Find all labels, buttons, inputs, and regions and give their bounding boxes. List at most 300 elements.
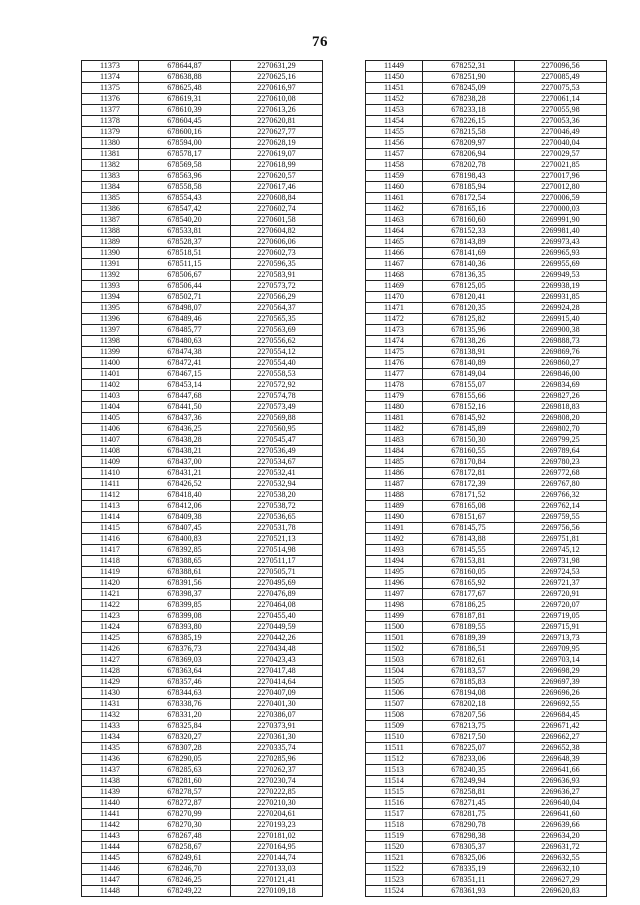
y-coordinate-cell: 2270423,43: [231, 655, 323, 666]
table-row: [82, 556, 323, 567]
x-coordinate-cell: 678578,17: [139, 149, 231, 160]
y-coordinate-cell: 2270181,02: [231, 831, 323, 842]
point-number-cell: 11466: [366, 248, 423, 259]
point-number-cell: 11522: [366, 864, 423, 875]
table-row: [366, 479, 607, 490]
table-row: [82, 424, 323, 435]
y-coordinate-cell: 2269720,91: [515, 589, 607, 600]
table-row: [82, 314, 323, 325]
table-row: [82, 655, 323, 666]
point-number-cell: 11402: [82, 380, 139, 391]
y-coordinate-cell: 2270572,92: [231, 380, 323, 391]
y-coordinate-cell: 2270560,95: [231, 424, 323, 435]
table-row: [366, 677, 607, 688]
table-row: [366, 160, 607, 171]
y-coordinate-cell: 2270055,98: [515, 105, 607, 116]
y-coordinate-cell: 2270210,30: [231, 798, 323, 809]
x-coordinate-cell: 678153,81: [423, 556, 515, 567]
x-coordinate-cell: 678453,14: [139, 380, 231, 391]
x-coordinate-cell: 678233,06: [423, 754, 515, 765]
x-coordinate-cell: 678225,07: [423, 743, 515, 754]
y-coordinate-cell: 2270514,98: [231, 545, 323, 556]
x-coordinate-cell: 678399,08: [139, 611, 231, 622]
y-coordinate-cell: 2270040,04: [515, 138, 607, 149]
point-number-cell: 11396: [82, 314, 139, 325]
point-number-cell: 11500: [366, 622, 423, 633]
point-number-cell: 11467: [366, 259, 423, 270]
table-row: [366, 655, 607, 666]
point-number-cell: 11446: [82, 864, 139, 875]
table-row: [366, 303, 607, 314]
y-coordinate-cell: 2269713,73: [515, 633, 607, 644]
x-coordinate-cell: 678398,37: [139, 589, 231, 600]
y-coordinate-cell: 2270534,67: [231, 457, 323, 468]
table-row: [366, 490, 607, 501]
table-row: [366, 578, 607, 589]
y-coordinate-cell: 2270464,08: [231, 600, 323, 611]
y-coordinate-cell: 2269731,98: [515, 556, 607, 567]
point-number-cell: 11478: [366, 380, 423, 391]
point-number-cell: 11436: [82, 754, 139, 765]
table-row: [366, 886, 607, 897]
table-row: [82, 633, 323, 644]
point-number-cell: 11409: [82, 457, 139, 468]
x-coordinate-cell: 678436,25: [139, 424, 231, 435]
y-coordinate-cell: 2269652,38: [515, 743, 607, 754]
y-coordinate-cell: 2269703,14: [515, 655, 607, 666]
table-row: [366, 864, 607, 875]
x-coordinate-cell: 678563,96: [139, 171, 231, 182]
x-coordinate-cell: 678258,81: [423, 787, 515, 798]
x-coordinate-cell: 678186,51: [423, 644, 515, 655]
x-coordinate-cell: 678151,67: [423, 512, 515, 523]
table-row: [82, 248, 323, 259]
y-coordinate-cell: 2270373,91: [231, 721, 323, 732]
y-coordinate-cell: 2269671,42: [515, 721, 607, 732]
x-coordinate-cell: 678554,43: [139, 193, 231, 204]
y-coordinate-cell: 2270386,07: [231, 710, 323, 721]
y-coordinate-cell: 2269662,27: [515, 732, 607, 743]
x-coordinate-cell: 678409,38: [139, 512, 231, 523]
point-number-cell: 11503: [366, 655, 423, 666]
x-coordinate-cell: 678344,63: [139, 688, 231, 699]
x-coordinate-cell: 678533,81: [139, 226, 231, 237]
x-coordinate-cell: 678498,07: [139, 303, 231, 314]
point-number-cell: 11444: [82, 842, 139, 853]
y-coordinate-cell: 2269766,32: [515, 490, 607, 501]
point-number-cell: 11448: [82, 886, 139, 897]
table-row: [82, 369, 323, 380]
x-coordinate-cell: 678361,93: [423, 886, 515, 897]
point-number-cell: 11508: [366, 710, 423, 721]
table-row: [366, 226, 607, 237]
table-row: [82, 501, 323, 512]
table-row: [82, 567, 323, 578]
x-coordinate-cell: 678182,61: [423, 655, 515, 666]
y-coordinate-cell: 2270631,29: [231, 61, 323, 72]
table-row: [366, 710, 607, 721]
y-coordinate-cell: 2269808,20: [515, 413, 607, 424]
y-coordinate-cell: 2270574,78: [231, 391, 323, 402]
table-row: [82, 72, 323, 83]
point-number-cell: 11509: [366, 721, 423, 732]
y-coordinate-cell: 2270618,99: [231, 160, 323, 171]
y-coordinate-cell: 2269636,93: [515, 776, 607, 787]
point-number-cell: 11440: [82, 798, 139, 809]
point-number-cell: 11445: [82, 853, 139, 864]
point-number-cell: 11397: [82, 325, 139, 336]
x-coordinate-cell: 678171,52: [423, 490, 515, 501]
table-row: [82, 699, 323, 710]
y-coordinate-cell: 2269900,38: [515, 325, 607, 336]
y-coordinate-cell: 2269915,40: [515, 314, 607, 325]
y-coordinate-cell: 2270121,41: [231, 875, 323, 886]
point-number-cell: 11462: [366, 204, 423, 215]
x-coordinate-cell: 678610,39: [139, 105, 231, 116]
point-number-cell: 11423: [82, 611, 139, 622]
x-coordinate-cell: 678198,43: [423, 171, 515, 182]
x-coordinate-cell: 678152,16: [423, 402, 515, 413]
y-coordinate-cell: 2269751,81: [515, 534, 607, 545]
table-row: [366, 875, 607, 886]
point-number-cell: 11399: [82, 347, 139, 358]
table-row: [366, 325, 607, 336]
x-coordinate-cell: 678290,78: [423, 820, 515, 831]
x-coordinate-cell: 678418,40: [139, 490, 231, 501]
x-coordinate-cell: 678307,28: [139, 743, 231, 754]
y-coordinate-cell: 2270573,49: [231, 402, 323, 413]
point-number-cell: 11493: [366, 545, 423, 556]
x-coordinate-cell: 678202,78: [423, 160, 515, 171]
table-row: [82, 787, 323, 798]
point-number-cell: 11454: [366, 116, 423, 127]
x-coordinate-cell: 678125,82: [423, 314, 515, 325]
y-coordinate-cell: 2269692,55: [515, 699, 607, 710]
table-row: [366, 413, 607, 424]
table-row: [82, 776, 323, 787]
table-row: [82, 644, 323, 655]
x-coordinate-cell: 678120,35: [423, 303, 515, 314]
y-coordinate-cell: 2270455,40: [231, 611, 323, 622]
y-coordinate-cell: 2269827,26: [515, 391, 607, 402]
x-coordinate-cell: 678357,46: [139, 677, 231, 688]
y-coordinate-cell: 2270442,26: [231, 633, 323, 644]
x-coordinate-cell: 678271,45: [423, 798, 515, 809]
table-row: [366, 622, 607, 633]
point-number-cell: 11490: [366, 512, 423, 523]
y-coordinate-cell: 2270627,77: [231, 127, 323, 138]
y-coordinate-cell: 2270613,26: [231, 105, 323, 116]
point-number-cell: 11412: [82, 490, 139, 501]
y-coordinate-cell: 2270532,41: [231, 468, 323, 479]
y-coordinate-cell: 2269745,12: [515, 545, 607, 556]
table-row: [82, 358, 323, 369]
table-row: [82, 468, 323, 479]
point-number-cell: 11495: [366, 567, 423, 578]
table-row: [366, 831, 607, 842]
x-coordinate-cell: 678258,67: [139, 842, 231, 853]
x-coordinate-cell: 678331,20: [139, 710, 231, 721]
y-coordinate-cell: 2270285,96: [231, 754, 323, 765]
point-number-cell: 11439: [82, 787, 139, 798]
x-coordinate-cell: 678281,60: [139, 776, 231, 787]
table-row: [366, 600, 607, 611]
x-coordinate-cell: 678185,94: [423, 182, 515, 193]
x-coordinate-cell: 678249,61: [139, 853, 231, 864]
y-coordinate-cell: 2270511,17: [231, 556, 323, 567]
table-row: [82, 578, 323, 589]
x-coordinate-cell: 678441,50: [139, 402, 231, 413]
x-coordinate-cell: 678233,18: [423, 105, 515, 116]
x-coordinate-cell: 678399,85: [139, 600, 231, 611]
table-row: [366, 424, 607, 435]
point-number-cell: 11524: [366, 886, 423, 897]
point-number-cell: 11403: [82, 391, 139, 402]
y-coordinate-cell: 2270536,65: [231, 512, 323, 523]
point-number-cell: 11485: [366, 457, 423, 468]
y-coordinate-cell: 2269799,25: [515, 435, 607, 446]
x-coordinate-cell: 678558,58: [139, 182, 231, 193]
y-coordinate-cell: 2269698,29: [515, 666, 607, 677]
table-row: [366, 204, 607, 215]
point-number-cell: 11482: [366, 424, 423, 435]
y-coordinate-cell: 2270476,89: [231, 589, 323, 600]
x-coordinate-cell: 678392,85: [139, 545, 231, 556]
table-row: [366, 545, 607, 556]
table-row: [82, 160, 323, 171]
table-row: [82, 270, 323, 281]
point-number-cell: 11464: [366, 226, 423, 237]
y-coordinate-cell: 2269991,90: [515, 215, 607, 226]
y-coordinate-cell: 2270628,19: [231, 138, 323, 149]
point-number-cell: 11384: [82, 182, 139, 193]
point-number-cell: 11431: [82, 699, 139, 710]
table-row: [366, 402, 607, 413]
table-row: [366, 644, 607, 655]
point-number-cell: 11477: [366, 369, 423, 380]
x-coordinate-cell: 678135,96: [423, 325, 515, 336]
point-number-cell: 11501: [366, 633, 423, 644]
table-row: [366, 754, 607, 765]
x-coordinate-cell: 678155,66: [423, 391, 515, 402]
y-coordinate-cell: 2269696,26: [515, 688, 607, 699]
table-row: [82, 127, 323, 138]
x-coordinate-cell: 678600,16: [139, 127, 231, 138]
point-number-cell: 11393: [82, 281, 139, 292]
x-coordinate-cell: 678165,92: [423, 578, 515, 589]
point-number-cell: 11377: [82, 105, 139, 116]
point-number-cell: 11494: [366, 556, 423, 567]
y-coordinate-cell: 2269684,45: [515, 710, 607, 721]
point-number-cell: 11457: [366, 149, 423, 160]
point-number-cell: 11390: [82, 248, 139, 259]
x-coordinate-cell: 678145,89: [423, 424, 515, 435]
point-number-cell: 11406: [82, 424, 139, 435]
y-coordinate-cell: 2269931,85: [515, 292, 607, 303]
table-row: [366, 215, 607, 226]
x-coordinate-cell: 678172,54: [423, 193, 515, 204]
point-number-cell: 11518: [366, 820, 423, 831]
y-coordinate-cell: 2270000,03: [515, 204, 607, 215]
y-coordinate-cell: 2270407,09: [231, 688, 323, 699]
point-number-cell: 11447: [82, 875, 139, 886]
x-coordinate-cell: 678246,70: [139, 864, 231, 875]
point-number-cell: 11427: [82, 655, 139, 666]
y-coordinate-cell: 2270573,72: [231, 281, 323, 292]
y-coordinate-cell: 2269641,60: [515, 809, 607, 820]
table-row: [82, 391, 323, 402]
table-row: [82, 732, 323, 743]
table-row: [366, 171, 607, 182]
y-coordinate-cell: 2270616,97: [231, 83, 323, 94]
point-number-cell: 11416: [82, 534, 139, 545]
y-coordinate-cell: 2270230,74: [231, 776, 323, 787]
point-number-cell: 11388: [82, 226, 139, 237]
y-coordinate-cell: 2269632,55: [515, 853, 607, 864]
y-coordinate-cell: 2269938,19: [515, 281, 607, 292]
table-row: [82, 809, 323, 820]
table-row: [366, 842, 607, 853]
point-number-cell: 11502: [366, 644, 423, 655]
x-coordinate-cell: 678385,19: [139, 633, 231, 644]
point-number-cell: 11510: [366, 732, 423, 743]
table-row: [82, 523, 323, 534]
y-coordinate-cell: 2269697,39: [515, 677, 607, 688]
x-coordinate-cell: 678290,05: [139, 754, 231, 765]
point-number-cell: 11433: [82, 721, 139, 732]
y-coordinate-cell: 2270545,47: [231, 435, 323, 446]
x-coordinate-cell: 678207,56: [423, 710, 515, 721]
y-coordinate-cell: 2269780,23: [515, 457, 607, 468]
y-coordinate-cell: 2269756,56: [515, 523, 607, 534]
table-row: [82, 336, 323, 347]
x-coordinate-cell: 678172,39: [423, 479, 515, 490]
point-number-cell: 11515: [366, 787, 423, 798]
y-coordinate-cell: 2270564,37: [231, 303, 323, 314]
table-row: [82, 94, 323, 105]
point-number-cell: 11430: [82, 688, 139, 699]
x-coordinate-cell: 678369,03: [139, 655, 231, 666]
y-coordinate-cell: 2270222,85: [231, 787, 323, 798]
y-coordinate-cell: 2270075,53: [515, 83, 607, 94]
x-coordinate-cell: 678141,69: [423, 248, 515, 259]
table-row: [82, 347, 323, 358]
y-coordinate-cell: 2269846,00: [515, 369, 607, 380]
table-row: [366, 567, 607, 578]
table-row: [82, 171, 323, 182]
table-row: [82, 182, 323, 193]
x-coordinate-cell: 678335,19: [423, 864, 515, 875]
y-coordinate-cell: 2270417,48: [231, 666, 323, 677]
table-row: [366, 435, 607, 446]
y-coordinate-cell: 2269724,53: [515, 567, 607, 578]
y-coordinate-cell: 2270193,23: [231, 820, 323, 831]
point-number-cell: 11434: [82, 732, 139, 743]
y-coordinate-cell: 2270536,49: [231, 446, 323, 457]
table-row: [366, 853, 607, 864]
x-coordinate-cell: 678437,36: [139, 413, 231, 424]
table-row: [82, 215, 323, 226]
table-row: [82, 798, 323, 809]
point-number-cell: 11389: [82, 237, 139, 248]
point-number-cell: 11475: [366, 347, 423, 358]
table-row: [82, 534, 323, 545]
table-row: [366, 743, 607, 754]
x-coordinate-cell: 678226,15: [423, 116, 515, 127]
table-row: [82, 622, 323, 633]
y-coordinate-cell: 2269924,28: [515, 303, 607, 314]
table-row: [366, 127, 607, 138]
x-coordinate-cell: 678518,51: [139, 248, 231, 259]
table-row: [82, 105, 323, 116]
table-row: [82, 490, 323, 501]
point-number-cell: 11512: [366, 754, 423, 765]
y-coordinate-cell: 2270602,74: [231, 204, 323, 215]
point-number-cell: 11517: [366, 809, 423, 820]
coordinates-table-left: [81, 60, 323, 897]
table-row: [82, 446, 323, 457]
point-number-cell: 11442: [82, 820, 139, 831]
x-coordinate-cell: 678160,55: [423, 446, 515, 457]
point-number-cell: 11378: [82, 116, 139, 127]
y-coordinate-cell: 2270144,74: [231, 853, 323, 864]
y-coordinate-cell: 2270608,84: [231, 193, 323, 204]
page-number: 76: [312, 34, 328, 50]
table-row: [82, 138, 323, 149]
table-row: [366, 468, 607, 479]
y-coordinate-cell: 2270434,48: [231, 644, 323, 655]
table-row: [82, 765, 323, 776]
y-coordinate-cell: 2270521,13: [231, 534, 323, 545]
y-coordinate-cell: 2270006,59: [515, 193, 607, 204]
y-coordinate-cell: 2270204,61: [231, 809, 323, 820]
table-row: [82, 611, 323, 622]
table-row: [366, 721, 607, 732]
x-coordinate-cell: 678547,42: [139, 204, 231, 215]
point-number-cell: 11450: [366, 72, 423, 83]
y-coordinate-cell: 2270625,16: [231, 72, 323, 83]
table-row: [366, 248, 607, 259]
table-row: [82, 545, 323, 556]
x-coordinate-cell: 678209,97: [423, 138, 515, 149]
y-coordinate-cell: 2270262,37: [231, 765, 323, 776]
table-row: [366, 512, 607, 523]
x-coordinate-cell: 678511,15: [139, 259, 231, 270]
table-row: [366, 94, 607, 105]
x-coordinate-cell: 678528,37: [139, 237, 231, 248]
x-coordinate-cell: 678143,88: [423, 534, 515, 545]
x-coordinate-cell: 678138,91: [423, 347, 515, 358]
point-number-cell: 11484: [366, 446, 423, 457]
y-coordinate-cell: 2270620,57: [231, 171, 323, 182]
table-row: [82, 402, 323, 413]
x-coordinate-cell: 678338,76: [139, 699, 231, 710]
point-number-cell: 11438: [82, 776, 139, 787]
table-row: [82, 457, 323, 468]
point-number-cell: 11469: [366, 281, 423, 292]
x-coordinate-cell: 678270,99: [139, 809, 231, 820]
table-row: [366, 237, 607, 248]
table-row: [366, 666, 607, 677]
x-coordinate-cell: 678594,00: [139, 138, 231, 149]
y-coordinate-cell: 2269640,04: [515, 798, 607, 809]
x-coordinate-cell: 678480,63: [139, 336, 231, 347]
point-number-cell: 11456: [366, 138, 423, 149]
x-coordinate-cell: 678150,30: [423, 435, 515, 446]
y-coordinate-cell: 2269620,83: [515, 886, 607, 897]
x-coordinate-cell: 678152,33: [423, 226, 515, 237]
coordinates-table-right: [365, 60, 607, 897]
